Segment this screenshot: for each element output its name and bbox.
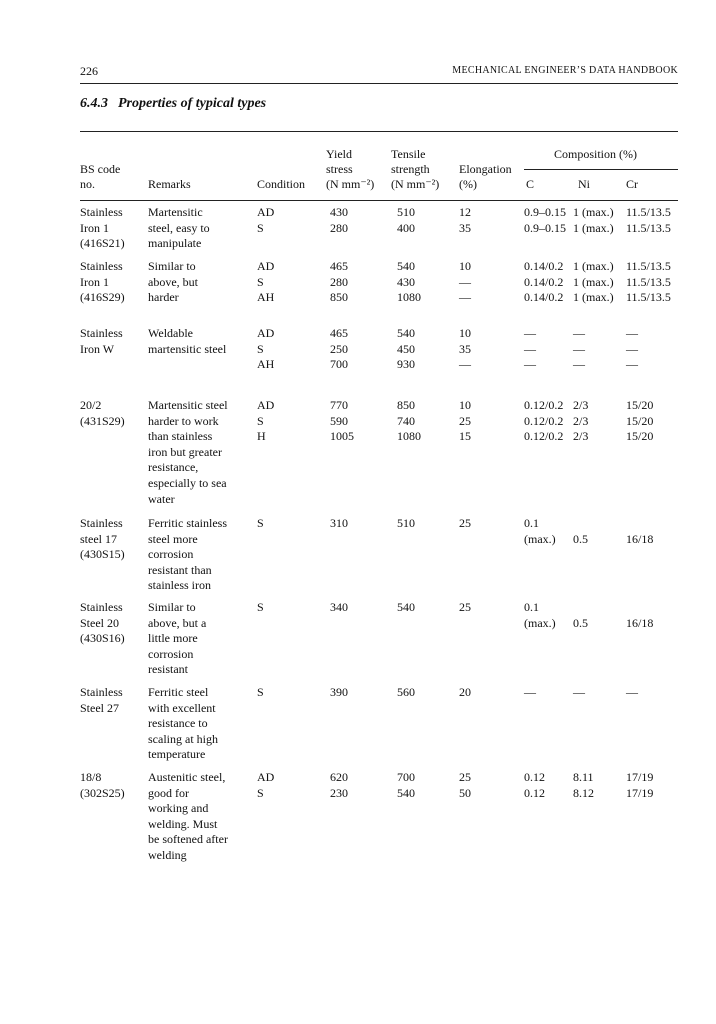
- section-heading: [80, 96, 266, 112]
- cell-condition: S: [257, 516, 264, 530]
- cell-cr: 16/18: [626, 531, 654, 546]
- cell-remarks: Austenitic steel, good for working and welding. Must be softened after welding: [148, 770, 228, 862]
- cell-ni: 0.5: [573, 531, 588, 546]
- cell-bs-code: Stainless Iron 1 (416S21): [80, 205, 125, 251]
- cell-c: 0.12/0.2 0.12/0.2 0.12/0.2: [524, 398, 564, 444]
- cell-yield: 620 230: [330, 770, 348, 800]
- cell-remarks: Ferritic steel with excellent resistance to scaling at high temperature: [148, 685, 218, 762]
- section-title: Properties of typical types: [118, 96, 267, 111]
- cell-c: 0.14/0.2 0.14/0.2 0.14/0.2: [524, 259, 564, 305]
- cell-c: 0.9–0.15 0.9–0.15: [524, 205, 566, 235]
- cell-cr: —: [626, 685, 638, 699]
- header-rule: [80, 83, 678, 84]
- cell-elongation: 25: [459, 600, 471, 614]
- cell-bs-code: Stainless Iron 1 (416S29): [80, 259, 125, 305]
- cell-condition: AD S AH: [257, 326, 275, 372]
- cell-tensile: 540 450 930: [397, 326, 415, 372]
- page-number: 226: [80, 64, 98, 78]
- cell-condition: AD S: [257, 770, 275, 800]
- cell-bs-code: Stainless steel 17 (430S15): [80, 516, 125, 562]
- cell-yield: 340: [330, 600, 348, 614]
- cell-bs-code: 20/2 (431S29): [80, 398, 125, 428]
- cell-c: — — —: [524, 326, 536, 372]
- cell-remarks: Ferritic stainless steel more corrosion resistant than stainless iron: [148, 516, 227, 593]
- cell-elongation: 10 25 15: [459, 398, 471, 444]
- cell-tensile: 510: [397, 516, 415, 530]
- cell-yield: 310: [330, 516, 348, 530]
- cell-elongation: 10 35 —: [459, 326, 471, 372]
- cell-remarks: Similar to above, but a little more corrosion resistant: [148, 600, 207, 677]
- cell-cr: 11.5/13.5 11.5/13.5 11.5/13.5: [626, 259, 671, 305]
- cell-remarks: Martensitic steel, easy to manipulate: [148, 205, 210, 251]
- header-tensile: Tensile strength (N mm⁻²): [391, 147, 440, 191]
- cell-elongation: 25 50: [459, 770, 471, 800]
- cell-c: 0.12 0.12: [524, 770, 545, 800]
- cell-cr: — — —: [626, 326, 638, 372]
- cell-bs-code: Stainless Steel 20 (430S16): [80, 600, 125, 646]
- header-c: C: [526, 177, 535, 191]
- cell-cr: 11.5/13.5 11.5/13.5: [626, 205, 671, 235]
- cell-tensile: 540 430 1080: [397, 259, 421, 305]
- table-bottom-rule: [80, 200, 678, 201]
- cell-ni: —: [573, 685, 585, 699]
- cell-condition: AD S H: [257, 398, 275, 444]
- cell-yield: 465 250 700: [330, 326, 348, 372]
- header-condition: Condition: [257, 177, 306, 191]
- cell-ni: — — —: [573, 326, 585, 372]
- header-bs-code: BS code no.: [80, 162, 121, 191]
- header-elongation: Elongation (%): [459, 162, 512, 191]
- cell-elongation: 10 — —: [459, 259, 471, 305]
- cell-c: 0.1 (max.): [524, 516, 556, 546]
- cell-remarks: Similar to above, but harder: [148, 259, 198, 305]
- cell-yield: 430 280: [330, 205, 348, 235]
- header-remarks: Remarks: [148, 177, 191, 191]
- cell-condition: AD S: [257, 205, 275, 235]
- cell-remarks: Weldable martensitic steel: [148, 326, 227, 356]
- cell-bs-code: Stainless Steel 27: [80, 685, 123, 715]
- cell-yield: 465 280 850: [330, 259, 348, 305]
- cell-bs-code: 18/8 (302S25): [80, 770, 125, 800]
- cell-elongation: 12 35: [459, 205, 471, 235]
- cell-ni: 1 (max.) 1 (max.) 1 (max.): [573, 259, 614, 305]
- cell-ni: 1 (max.) 1 (max.): [573, 205, 614, 235]
- cell-cr: 16/18: [626, 615, 654, 630]
- cell-ni: 0.5: [573, 615, 588, 630]
- cell-yield: 390: [330, 685, 348, 699]
- cell-cr: 17/19 17/19: [626, 770, 654, 800]
- cell-ni: 2/3 2/3 2/3: [573, 398, 589, 444]
- cell-condition: AD S AH: [257, 259, 275, 305]
- cell-ni: 8.11 8.12: [573, 770, 594, 800]
- table-top-rule: [80, 131, 678, 132]
- cell-c: 0.1 (max.): [524, 600, 556, 630]
- section-number: 6.4.3: [80, 96, 108, 111]
- cell-tensile: 510 400: [397, 205, 415, 235]
- header-composition: Composition (%): [554, 147, 637, 161]
- cell-elongation: 25: [459, 516, 471, 530]
- cell-condition: S: [257, 600, 264, 614]
- cell-condition: S: [257, 685, 264, 699]
- cell-remarks: Martensitic steel harder to work than stainless iron but greater resistance, especially to sea water: [148, 398, 228, 506]
- header-ni: Ni: [578, 177, 590, 191]
- cell-tensile: 560: [397, 685, 415, 699]
- cell-tensile: 700 540: [397, 770, 415, 800]
- header-yield: Yield stress (N mm⁻²): [326, 147, 375, 191]
- cell-tensile: 850 740 1080: [397, 398, 421, 444]
- cell-c: —: [524, 685, 536, 699]
- cell-bs-code: Stainless Iron W: [80, 326, 123, 356]
- cell-elongation: 20: [459, 685, 471, 699]
- cell-tensile: 540: [397, 600, 415, 614]
- running-head: MECHANICAL ENGINEER’S DATA HANDBOOK: [452, 65, 678, 76]
- composition-rule: [524, 169, 678, 170]
- cell-cr: 15/20 15/20 15/20: [626, 398, 654, 444]
- cell-yield: 770 590 1005: [330, 398, 354, 444]
- header-cr: Cr: [626, 177, 638, 191]
